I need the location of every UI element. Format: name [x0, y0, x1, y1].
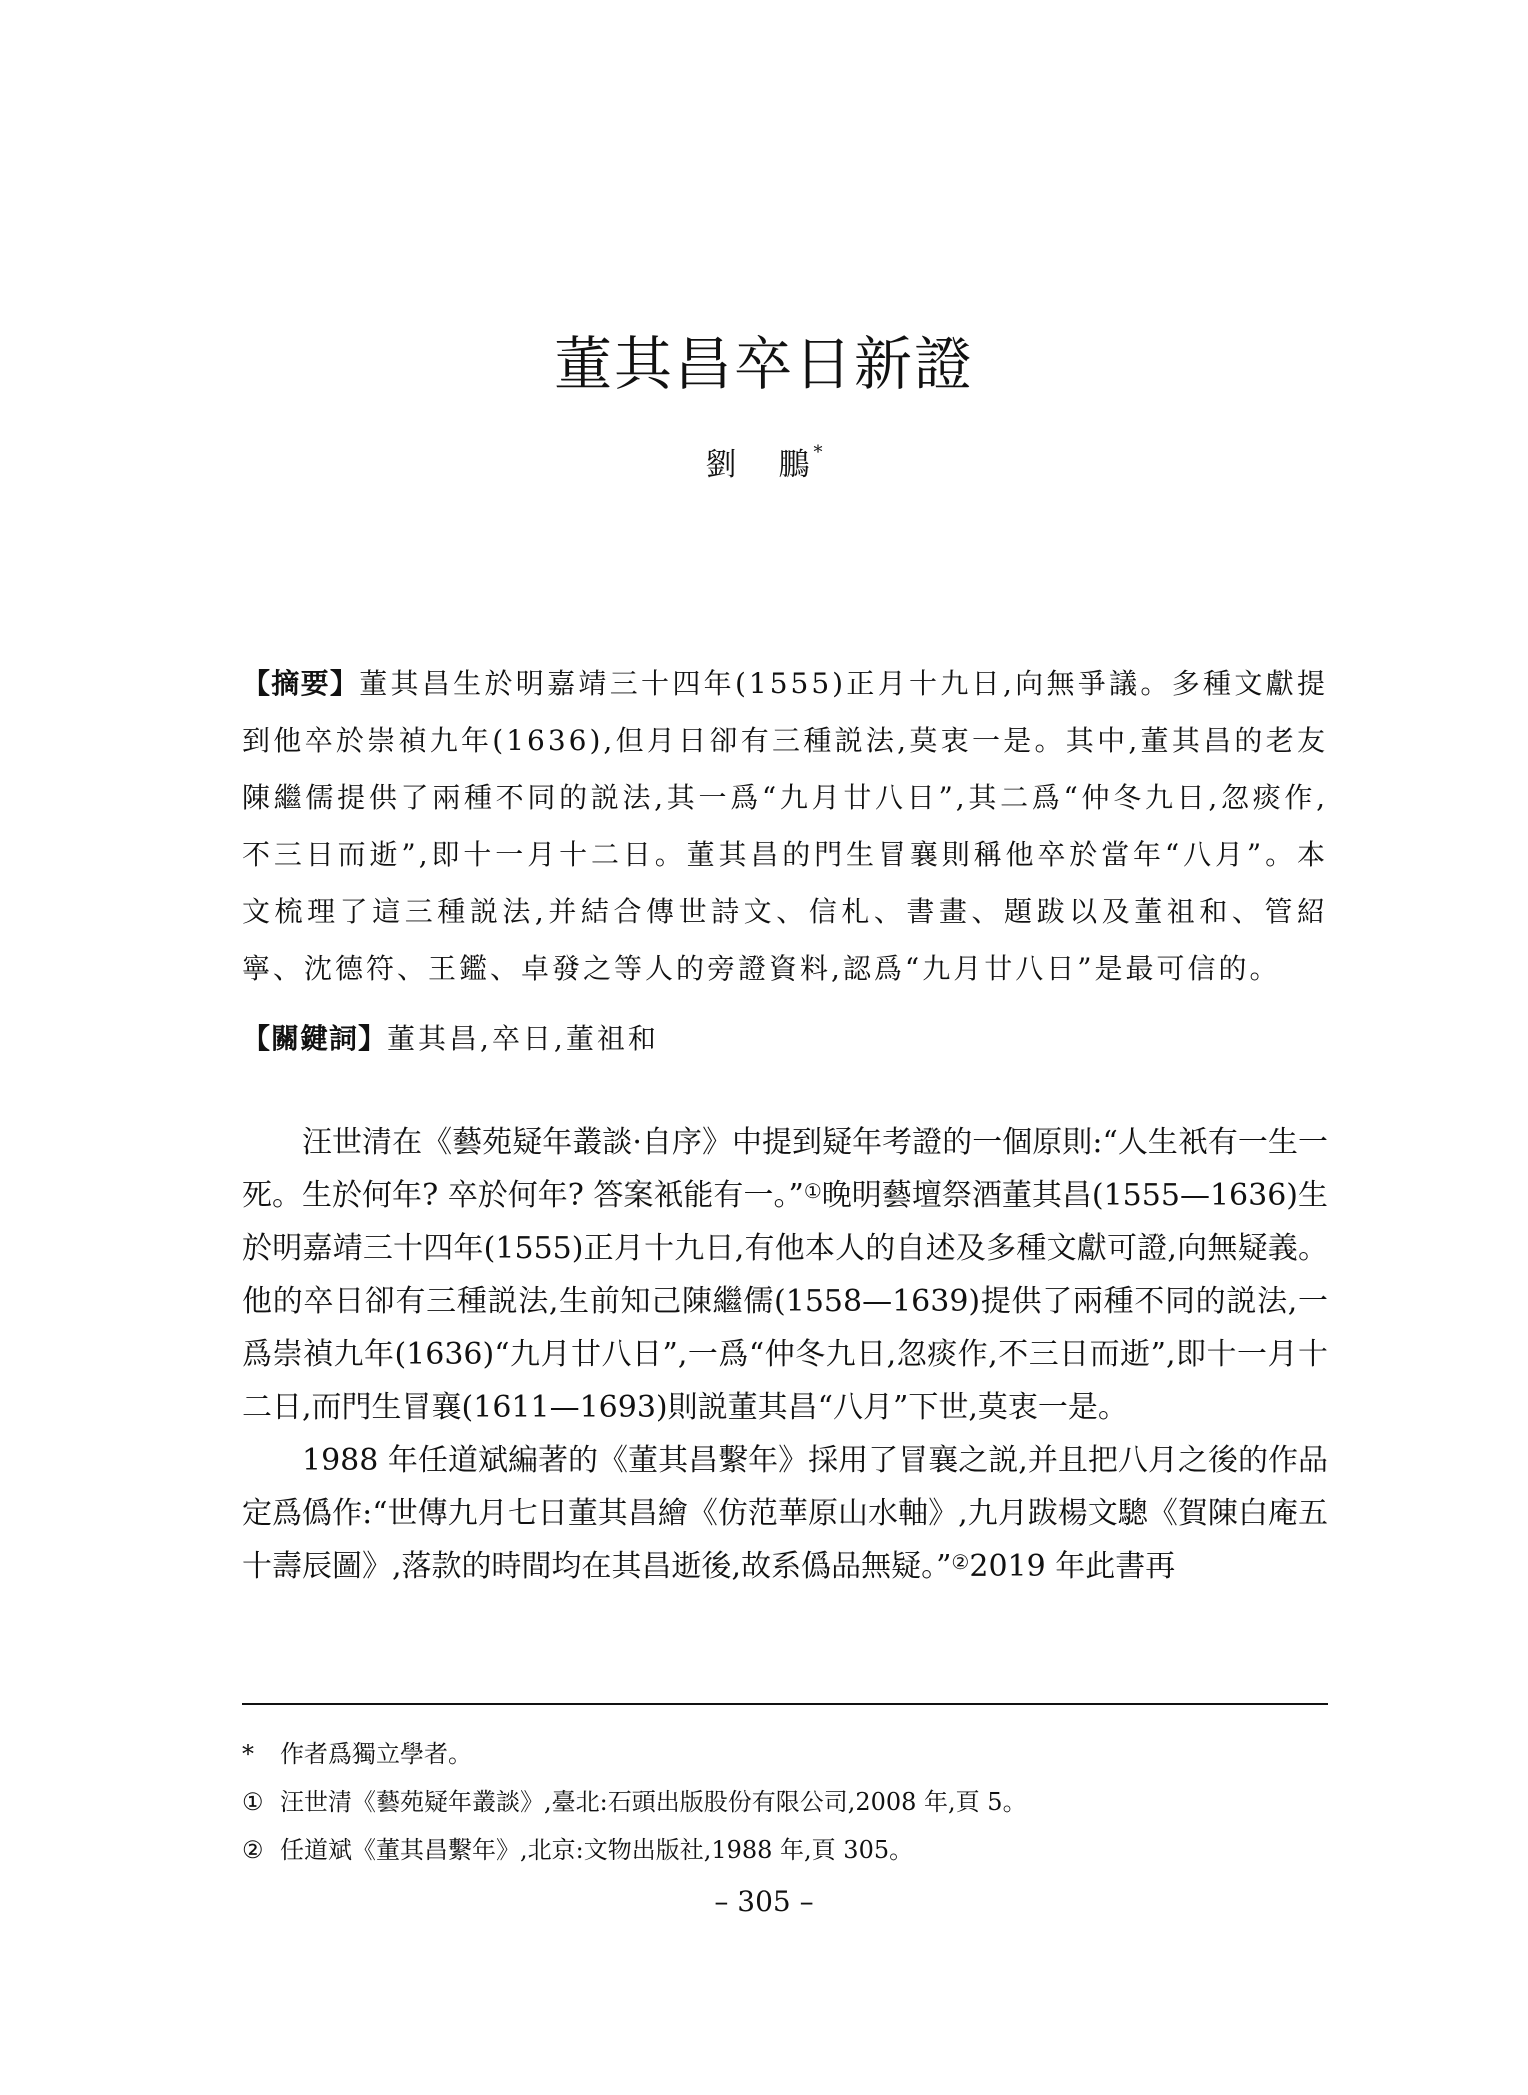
abstract	[242, 655, 1328, 997]
footnote-mark: ②	[242, 1836, 264, 1864]
author-line	[0, 442, 1528, 483]
body-paragraph-1	[242, 1116, 1328, 1434]
footnote-item	[242, 1826, 1328, 1874]
body-paragraph-2-text-continued: 2019 年此書再	[969, 1549, 1176, 1584]
footnote-item	[242, 1730, 1328, 1778]
body-paragraph-1-text: 汪世清在《藝苑疑年叢談·自序》中提到疑年考證的一個原則:“人生衹有一生一死。生於何年? 卒於何年? 答案衹能有一。”	[242, 1125, 1328, 1213]
footnote-mark: *	[242, 1740, 254, 1768]
keywords	[242, 1010, 1328, 1067]
author-given-name: 鵬	[778, 447, 810, 483]
footnote-item	[242, 1778, 1328, 1826]
abstract-text: 董其昌生於明嘉靖三十四年(1555)正月十九日,向無爭議。多種文獻提到他卒於崇禎九年(1636),但月日卻有三種説法,莫衷一是。其中,董其昌的老友陳繼儒提供了兩種不同的説法,其一爲“九月廿八日”,其二爲“仲冬九日,忽痰作,不三日而逝”,即十一月十二日。董其昌的門生冒襄則稱他卒於當年“八月”。本文梳理了這三種説法,并結合傳世詩文、信札、書畫、題跋以及董祖和、管紹寧、沈德符、王鑑、卓發之等人的旁證資料,認爲“九月廿八日”是最可信的。	[242, 667, 1328, 985]
author-surname: 劉	[705, 447, 737, 483]
body-paragraph-2-text: 1988 年任道斌編著的《董其昌繫年》採用了冒襄之説,并且把八月之後的作品定爲僞作:“世傳九月七日董其昌繪《仿范華原山水軸》,九月跋楊文驄《賀陳白庵五十壽辰圖》,落款的時間均在其昌逝後,故系僞品無疑。”	[242, 1443, 1328, 1584]
footnote-mark: ①	[242, 1788, 264, 1816]
keywords-text: 董其昌,卒日,董祖和	[387, 1022, 659, 1055]
footnote-ref-1[interactable]: ①	[803, 1179, 822, 1203]
page-number: – 305 –	[714, 1885, 814, 1918]
article-title: 董其昌卒日新證	[553, 329, 974, 398]
body-paragraph-1-text-continued: 晚明藝壇祭酒董其昌(1555—1636)生於明嘉靖三十四年(1555)正月十九日,有他本人的自述及多種文獻可證,向無疑義。他的卒日卻有三種説法,生前知己陳繼儒(1558—1639)提供了兩種不同的説法,一爲崇禎九年(1636)“九月廿八日”,一爲“仲冬九日,忽痰作,不三日而逝”,即十一月十二日,而門生冒襄(1611—1693)則説董其昌“八月”下世,莫衷一是。	[242, 1178, 1329, 1425]
keywords-label: 【關鍵詞】	[242, 1022, 388, 1055]
body-text	[242, 1116, 1328, 1593]
abstract-label: 【摘要】	[242, 667, 360, 700]
body-paragraph-2	[242, 1434, 1328, 1593]
footnote-text: 任道斌《董其昌繫年》,北京:文物出版社,1988 年,頁 305。	[280, 1836, 914, 1864]
footnote-ref-2[interactable]: ②	[951, 1550, 970, 1574]
footnotes	[242, 1730, 1328, 1874]
footnote-text: 汪世清《藝苑疑年叢談》,臺北:石頭出版股份有限公司,2008 年,頁 5。	[280, 1788, 1027, 1816]
footnote-text: 作者爲獨立學者。	[280, 1740, 472, 1768]
footnote-divider	[242, 1703, 1328, 1705]
author-note-mark: *	[813, 442, 823, 463]
